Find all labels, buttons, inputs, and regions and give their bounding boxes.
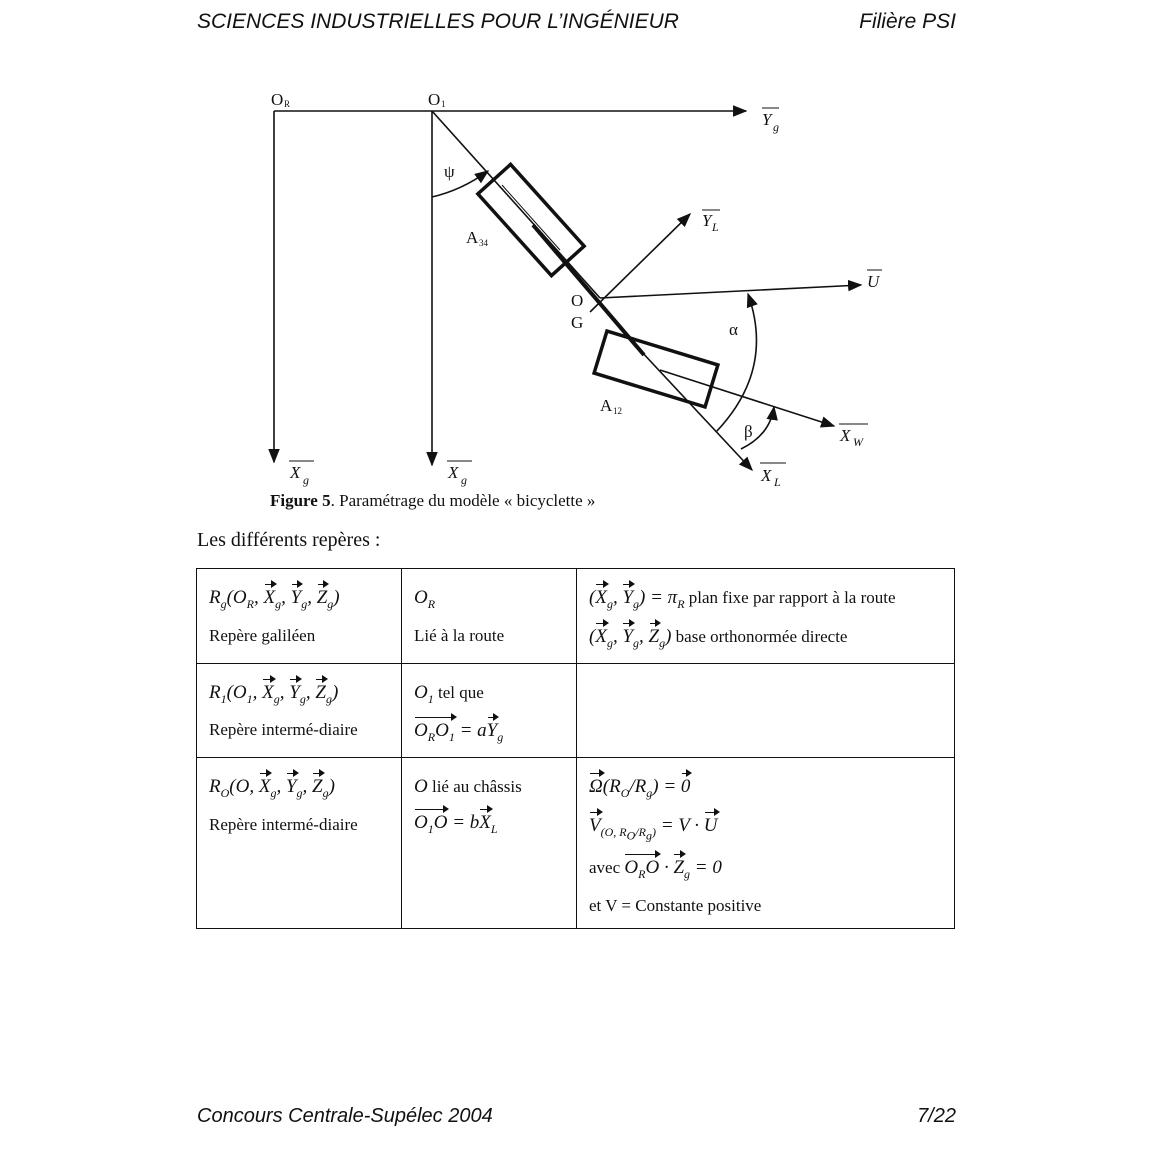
row1-props-cell [577, 569, 955, 664]
row1-frame-formula: $R_g(O_R$, $X_g$, $Y_g$, $Z_g$) [209, 587, 340, 611]
row2-frame-cell [197, 663, 402, 758]
label-yl-sub: L [712, 220, 719, 234]
header-track: Filière PSI [859, 10, 956, 33]
table-row [197, 663, 955, 758]
row1-plane-line: ($X_g$, $Y_g) = \pi_R$ plan fixe par rapport à la route [589, 587, 896, 611]
row2-frame-desc: Repère intermé-diaire [209, 720, 358, 740]
label-yl: Y [702, 211, 712, 230]
label-yg: Y [762, 110, 772, 129]
table-row [197, 758, 955, 929]
xw-axis [660, 370, 834, 426]
figure-caption [270, 491, 595, 511]
row1-origin-desc: Lié à la route [414, 625, 505, 645]
label-o1: O [428, 90, 441, 109]
label-o: O [571, 291, 584, 310]
row1-origin-formula: $O_R$ [414, 587, 436, 611]
row3-origin-formula: $O_1O = bX_L$ [414, 812, 498, 836]
row2-frame-formula: $R_1(O_1$, $X_g$, $Y_g$, $Z_g$) [209, 681, 339, 706]
label-alpha: α [729, 320, 738, 339]
row3-frame-desc: Repère intermé-diaire [209, 814, 358, 834]
row3-origin-line1: O lié au châssis [414, 776, 522, 798]
label-xw: X [840, 426, 851, 445]
label-or-sub: R [284, 99, 291, 109]
row3-frame-formula: $R_O(O$, $X_g$, $Y_g$, $Z_g$) [209, 776, 335, 800]
frames-table [196, 568, 955, 929]
label-or: O [271, 90, 284, 109]
footer-page-number: 7/22 [917, 1105, 956, 1127]
row3-constant-line: et V = Constante positive [589, 895, 762, 915]
label-xg-or-sub: g [303, 473, 309, 487]
label-g: G [571, 313, 584, 332]
header-title: SCIENCES INDUSTRIELLES POUR L’INGÉNIEUR [197, 10, 679, 33]
row2-props-cell [577, 663, 955, 758]
row3-omega-line: $\Omega(R_O/R_g) = 0$ [589, 776, 691, 800]
xl-axis [640, 350, 752, 470]
label-xg-or: X [290, 463, 301, 482]
label-psi: ψ [444, 162, 455, 181]
label-xg-o1-sub: g [461, 473, 467, 487]
bicycle-model-figure [0, 0, 1152, 520]
label-xg-o1: X [448, 463, 459, 482]
table-row [197, 569, 955, 664]
frames-intro: Les différents repères : [197, 529, 381, 551]
row1-base-line: ($X_g$, $Y_g$, $Z_g$) base orthonormée directe [589, 625, 848, 650]
row3-constraint-line: avec $O_RO \cdot Z_g = 0$ [589, 857, 722, 881]
label-a12-sub: 12 [613, 406, 622, 416]
label-xl: X [761, 466, 772, 485]
label-xl-sub: L [774, 475, 781, 489]
label-beta: β [744, 422, 753, 441]
footer-contest: Concours Centrale-Supélec 2004 [197, 1105, 493, 1127]
o1-og-line [432, 111, 600, 298]
row1-frame-desc: Repère galiléen [209, 625, 316, 645]
label-u: U [867, 272, 880, 291]
row3-frame-cell [197, 758, 402, 929]
row2-origin-cell [402, 663, 577, 758]
row1-origin-cell [402, 569, 577, 664]
label-xw-sub: W [853, 435, 863, 449]
row2-origin-line1: $O_1$ tel que [414, 681, 484, 706]
label-a34-sub: 34 [479, 238, 488, 248]
figure-caption-number: Figure 5 [270, 491, 331, 510]
row1-frame-cell [197, 569, 402, 664]
row2-origin-formula: $O_RO_1 = aY_g$ [414, 720, 504, 745]
label-a12: A [600, 396, 613, 415]
row3-velocity-line: $V_{(O, R_O/R_g)} = V \cdot U$ [589, 814, 718, 843]
label-a34: A [466, 228, 479, 247]
label-yg-sub: g [773, 120, 779, 134]
row3-origin-cell [402, 758, 577, 929]
row3-props-cell [577, 758, 955, 929]
rear-wheel-axis [502, 185, 560, 250]
front-wheel-a12 [594, 331, 718, 407]
label-o1-sub: 1 [441, 99, 446, 109]
u-vector [600, 285, 861, 298]
alpha-arc [716, 294, 756, 432]
figure-caption-text: . Paramétrage du modèle « bicyclette » [330, 491, 596, 510]
